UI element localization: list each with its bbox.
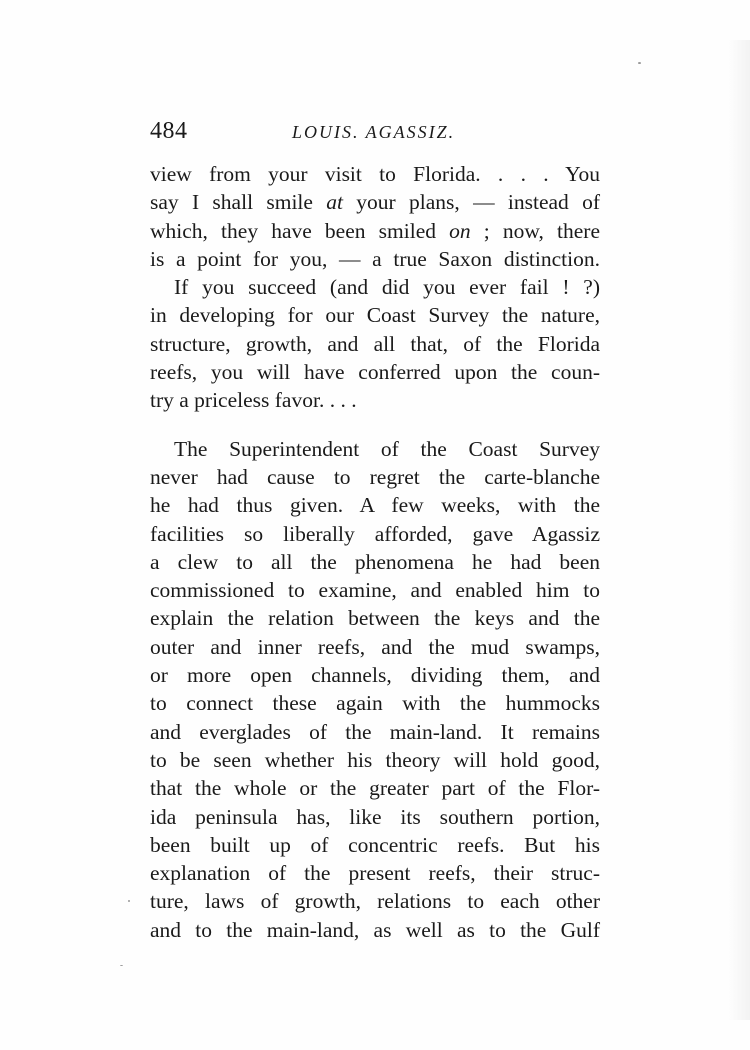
paragraph-quote-end <box>150 273 600 414</box>
text-line: explanation of the present reefs, their struc- <box>150 861 600 886</box>
text-line <box>150 217 600 245</box>
paper-speck <box>128 900 130 902</box>
text-line: explain the relation between the keys and the <box>150 606 600 631</box>
body-text <box>150 160 600 944</box>
text-line: view from your visit to Florida. . . . You <box>150 162 600 186</box>
paper-speck <box>638 62 641 64</box>
emphasis-at: at <box>326 190 343 215</box>
text-line: facilities so liberally afforded, gave Agassiz <box>150 521 600 546</box>
text-line: a clew to all the phenomena he had been <box>150 549 600 574</box>
text-line: try a priceless favor. . . . <box>150 388 357 413</box>
text-line: in developing for our Coast Survey the nature, <box>150 303 600 328</box>
text-line: structure, growth, and all that, of the Florida <box>150 331 600 356</box>
text-line: or more open channels, dividing them, and <box>150 663 600 688</box>
text-line: ida peninsula has, like its southern portion, <box>150 804 600 829</box>
text-line: and everglades of the main-land. It remains <box>150 719 600 744</box>
text-line: to connect these again with the hummocks <box>150 691 600 716</box>
text-line: never had cause to regret the carte-blanche <box>150 464 600 489</box>
paragraph-quote-continuation <box>150 160 600 273</box>
text-line: to be seen whether his theory will hold good, <box>150 747 600 772</box>
text-line: been built up of concentric reefs. But his <box>150 832 600 857</box>
page-edge-shadow <box>728 40 750 1020</box>
text-fragment: say I shall smile <box>150 190 327 215</box>
text-line: The Superintendent of the Coast Survey <box>174 436 600 461</box>
running-head: LOUIS. AGASSIZ. <box>292 122 456 142</box>
text-line: that the whole or the greater part of the Flor- <box>150 776 600 801</box>
text-fragment: your plans, — instead of <box>342 190 600 215</box>
text-line: If you succeed (and did you ever fail ! ?) <box>174 275 600 300</box>
text-line: reefs, you will have conferred upon the coun- <box>150 360 600 385</box>
page-header <box>150 118 600 148</box>
text-fragment: which, they have been smiled <box>150 218 450 243</box>
paragraph-gap <box>150 415 600 435</box>
text-fragment: ; now, there <box>470 218 601 243</box>
text-line: and to the main-land, as well as to the Gulf <box>150 917 600 942</box>
text-line: outer and inner reefs, and the mud swamps, <box>150 634 600 659</box>
emphasis-on: on <box>449 218 471 243</box>
text-line: is a point for you, — a true Saxon distinction. <box>150 246 600 271</box>
page-number: 484 <box>150 118 188 144</box>
text-line: ture, laws of growth, relations to each other <box>150 889 600 914</box>
text-line: commissioned to examine, and enabled him to <box>150 578 600 603</box>
paragraph-narrative <box>150 435 600 944</box>
text-line <box>150 188 600 216</box>
paper-speck <box>120 965 123 966</box>
text-line: he had thus given. A few weeks, with the <box>150 493 600 518</box>
